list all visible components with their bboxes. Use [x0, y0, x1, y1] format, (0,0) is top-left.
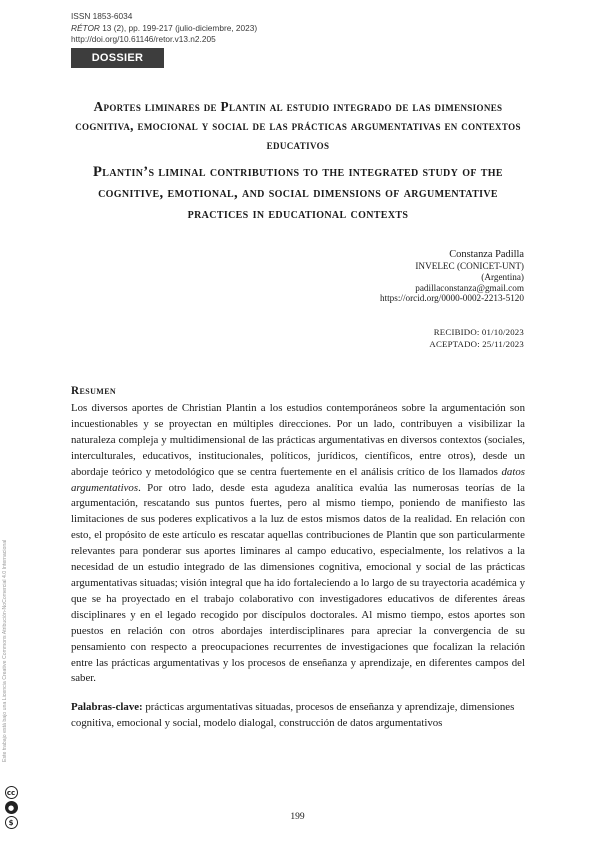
citation-line	[71, 23, 257, 35]
keywords-label: Palabras-clave:	[71, 701, 143, 713]
cc-icon: cc	[5, 786, 18, 799]
author-block	[380, 248, 524, 304]
author-affiliation: INVELEC (CONICET-UNT)	[415, 261, 524, 271]
license-note: Este trabajo está bajo una Licencia Creative Commons Atribución-NoComercial 4.0 Internacional	[2, 539, 8, 762]
journal-name: RÉTOR	[71, 22, 100, 33]
keywords	[71, 700, 525, 732]
abstract-heading: Resumen	[71, 385, 117, 397]
author-country: (Argentina)	[481, 271, 524, 282]
doi-link[interactable]: http://doi.org/10.61146/retor.v13.n2.205	[71, 34, 216, 44]
received-date: RECIBIDO: 01/10/2023	[433, 327, 524, 337]
abstract-text-part-2: . Por otro lado, desde esta agudeza analítica evalúa las numerosas teorías de la argumentación, rescatando sus puntos fuertes, pero al mismo tiempo, poniendo de manifiesto las limitaciones de sus poderes explicativos a la luz de estos mismos datos de la realidad. En relación con esto, el propósito de este artículo es rescatar aquellas contribuciones de Plantin que son particularmente relevantes para ponderar sus aportes liminares al campo educativo, especialmente, los relativos a la necesidad de un estudio integrado de las dimensiones cognitiva, emocional y social de las prácticas argumentativas situadas; visión integral que ha ido fortaleciendo a lo largo de su trayectoria académica y que se ha proyectado en el trabajo colaborativo con investigadores educativos de diferentes áreas disciplinares y en el legado recogido por discípulos doctorales. Al mismo tiempo, estos aportes son puestos en relación con otros abordajes interdisciplinares para apreciar la convergencia de su pensamiento con respecto a preocupaciones recurrentes de investigaciones que focalizan la relación entre las prácticas argumentativas y los procesos de enseñanza y aprendizaje, en diferentes campos del saber.	[71, 481, 525, 685]
author-email[interactable]: padillaconstanza@gmail.com	[415, 282, 524, 293]
abstract-italic-term: datos argumentativos	[71, 465, 525, 494]
keywords-text: prácticas argumentativas situadas, procesos de enseñanza y aprendizaje, dimensiones cognitiva, emocional y social, modelo dialogal, construcción de datos argumentativos	[71, 701, 515, 729]
nc-icon: $	[5, 816, 18, 829]
by-icon: ●	[5, 801, 18, 814]
citation-details: 13 (2), pp. 199-217 (julio-diciembre, 2023)	[99, 22, 258, 33]
submission-dates	[429, 327, 524, 350]
issn: ISSN 1853-6034	[71, 11, 133, 21]
page-number: 199	[290, 812, 305, 822]
journal-header	[71, 11, 257, 46]
title-spanish: Aportes liminares de Plantin al estudio integrado de las dimensiones cognitiva, emocional y social de las prácticas argumentativas en contextos educativos	[75, 99, 521, 152]
author-orcid[interactable]: https://orcid.org/0000-0002-2213-5120	[379, 293, 524, 304]
author-name: Constanza Padilla	[449, 249, 524, 260]
title-english: Plantin’s liminal contributions to the integrated study of the cognitive, emotional, and social dimensions of argumentative practices in educational contexts	[93, 164, 503, 222]
accepted-date: ACEPTADO: 25/11/2023	[429, 338, 524, 349]
creative-commons-badge[interactable]	[3, 786, 19, 834]
abstract-text-part-1: Los diversos aportes de Christian Plantin a los estudios contemporáneos sobre la argumentación son incuestionables y se proyectan en múltiples direcciones. Por un lado, contribuyen a visibilizar la naturaleza compleja y multidimensional de las prácticas argumentativas en diversos contextos (sociales, interculturales, educativos, institucionales, políticos, jurídicos, científicos, entre otros), desde un abordaje teórico y metodológico que se centra fuertemente en el análisis crítico de los llamados	[71, 402, 525, 478]
abstract-body	[71, 401, 525, 687]
section-label: DOSSIER	[71, 48, 164, 68]
